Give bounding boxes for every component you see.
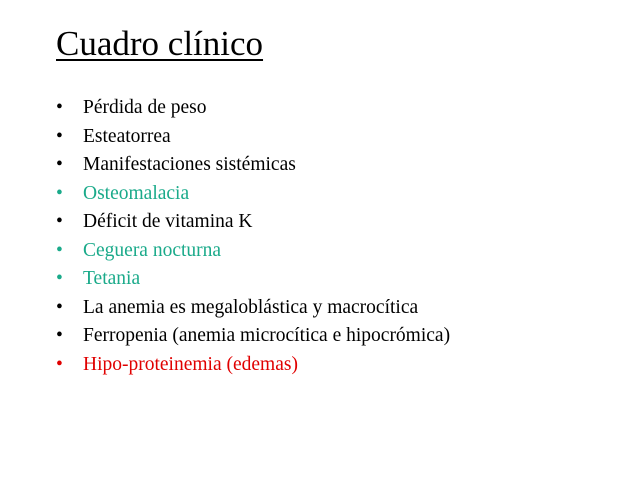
list-item-text: Manifestaciones sistémicas — [83, 154, 296, 175]
list-item-text: Ferropenia (anemia microcítica e hipocrómica) — [83, 325, 451, 346]
list-item-text: Osteomalacia — [83, 182, 190, 204]
bullet-icon: • — [56, 125, 63, 147]
bullet-icon: • — [56, 182, 63, 204]
bullet-icon: • — [56, 211, 63, 232]
bullet-icon: • — [56, 353, 63, 375]
bullet-icon: • — [56, 296, 63, 318]
bullet-icon: • — [56, 239, 63, 261]
list-item-text: Tetania — [83, 268, 141, 289]
list-item-text: Déficit de vitamina K — [83, 211, 253, 232]
bullet-icon: • — [56, 268, 63, 289]
list-item-text: Hipo-proteinemia (edemas) — [83, 353, 298, 375]
list-item-text: La anemia es megaloblástica y macrocítica — [83, 296, 419, 318]
list-item-text: Ceguera nocturna — [83, 239, 222, 261]
slide-title: Cuadro clínico — [56, 24, 264, 63]
list-item-text: Esteatorrea — [83, 125, 171, 147]
bullet-icon: • — [56, 325, 63, 346]
bullet-icon: • — [56, 154, 63, 175]
list-item-text: Pérdida de peso — [83, 97, 207, 118]
bullet-icon: • — [56, 97, 63, 118]
